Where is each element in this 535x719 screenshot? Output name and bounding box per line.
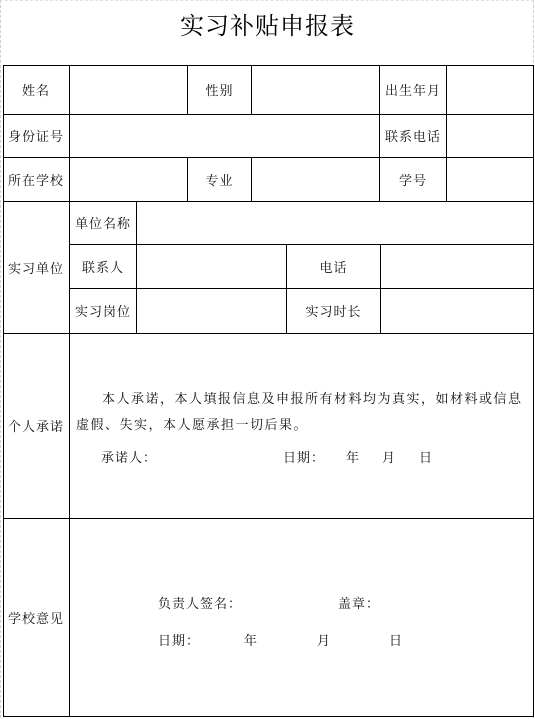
position-label: 实习岗位 xyxy=(74,305,131,320)
pledge-day-label: 日 xyxy=(419,451,434,466)
contact-label: 联系人 xyxy=(81,260,124,276)
tel-label: 电话 xyxy=(319,260,348,276)
id-label: 身份证号 xyxy=(7,130,64,145)
phone-label: 联系电话 xyxy=(384,130,441,145)
tel-field[interactable] xyxy=(381,245,533,288)
table-line xyxy=(3,333,534,334)
contact-field[interactable] xyxy=(137,245,286,288)
duration-field[interactable] xyxy=(381,289,533,333)
position-field[interactable] xyxy=(137,289,286,333)
table-line xyxy=(3,716,534,717)
duration-label: 实习时长 xyxy=(305,305,362,320)
table-line xyxy=(533,65,534,717)
pledge-date-label: 日期： xyxy=(283,451,326,466)
form-title: 实习补贴申报表 xyxy=(180,12,355,40)
school-field[interactable] xyxy=(70,158,187,201)
gender-field[interactable] xyxy=(252,66,379,114)
pledge-year-label: 年 xyxy=(346,451,361,466)
id-field[interactable] xyxy=(70,115,379,157)
school-day-label: 日 xyxy=(389,634,404,649)
major-label: 专业 xyxy=(205,173,234,189)
unit-name-field[interactable] xyxy=(137,202,533,244)
school-date-label: 日期： xyxy=(158,634,201,649)
pledge-month-label: 月 xyxy=(382,451,397,466)
name-label: 姓名 xyxy=(21,84,50,99)
pledger-label: 承诺人： xyxy=(101,451,158,466)
phone-field[interactable] xyxy=(447,115,533,157)
internship-unit-label: 实习单位 xyxy=(7,261,64,277)
birth-field[interactable] xyxy=(447,66,533,114)
birth-label: 出生年月 xyxy=(384,84,441,99)
signer-label: 负责人签名： xyxy=(158,597,243,612)
gender-label: 性别 xyxy=(205,84,234,99)
pledge-label: 个人承诺 xyxy=(7,420,64,435)
school-opinion-label: 学校意见 xyxy=(7,611,64,627)
school-year-label: 年 xyxy=(244,634,259,649)
pledger-signature-field[interactable] xyxy=(160,443,270,465)
unit-name-label: 单位名称 xyxy=(74,217,131,232)
school-label: 所在学校 xyxy=(7,173,64,189)
school-month-label: 月 xyxy=(317,634,332,649)
school-opinion-field[interactable] xyxy=(70,519,533,589)
student-no-label: 学号 xyxy=(398,173,427,189)
name-field[interactable] xyxy=(70,66,187,114)
seal-label: 盖章： xyxy=(338,597,381,612)
student-no-field[interactable] xyxy=(447,158,533,201)
major-field[interactable] xyxy=(252,158,379,201)
pledge-text: 本人承诺，本人填报信息及申报所有材料均为真实，如材料或信息虚假、失实，本人愿承担一切后果。 xyxy=(76,392,523,433)
